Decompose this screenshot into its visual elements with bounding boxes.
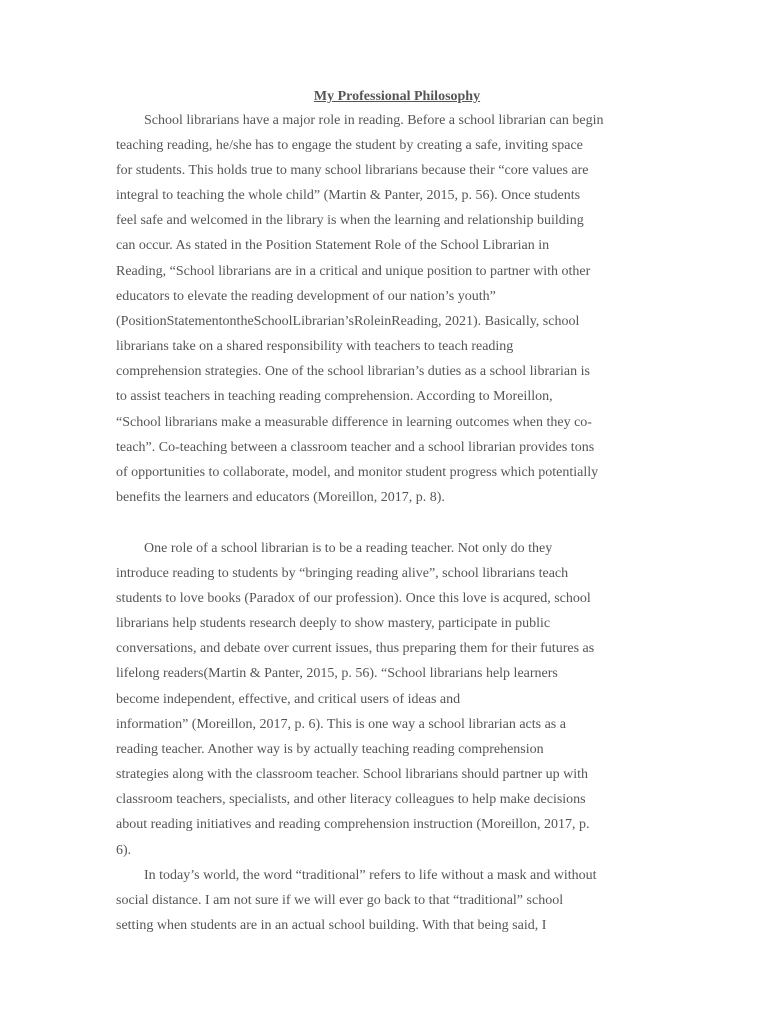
text-line: classroom teachers, specialists, and other literacy colleagues to help make decisions xyxy=(116,792,586,807)
text-line: integral to teaching the whole child” (Martin & Panter, 2015, p. 56). Once students xyxy=(116,188,581,203)
text-line: (PositionStatementontheSchoolLibrarian’sRoleinReading, 2021). Basically, school xyxy=(116,314,580,329)
text-line: 6). xyxy=(116,843,132,858)
page-title: My Professional Philosophy xyxy=(313,89,481,104)
text-line: librarians help students research deeply to show mastery, participate in public xyxy=(116,616,551,631)
text-line: social distance. I am not sure if we will ever go back to that “traditional” school xyxy=(116,893,564,908)
text-line: comprehension strategies. One of the school librarian’s duties as a school librarian is xyxy=(116,364,590,379)
text-line: One role of a school librarian is to be a reading teacher. Not only do they xyxy=(144,541,553,556)
text-line: to assist teachers in teaching reading comprehension. According to Moreillon, xyxy=(116,389,553,404)
text-line: In today’s world, the word “traditional” refers to life without a mask and without xyxy=(144,868,597,883)
text-line: teaching reading, he/she has to engage the student by creating a safe, inviting space xyxy=(116,138,583,153)
text-line: students to love books (Paradox of our profession). Once this love is acqured, school xyxy=(116,591,591,606)
text-line: School librarians have a major role in reading. Before a school librarian can begin xyxy=(144,113,604,128)
text-line: reading teacher. Another way is by actually teaching reading comprehension xyxy=(116,742,544,757)
text-line: can occur. As stated in the Position Statement Role of the School Librarian in xyxy=(116,238,550,253)
text-line: benefits the learners and educators (Moreillon, 2017, p. 8). xyxy=(116,490,445,505)
text-line: setting when students are in an actual school building. With that being said, I xyxy=(116,918,547,933)
text-line: strategies along with the classroom teacher. School librarians should partner up with xyxy=(116,767,588,782)
text-line: educators to elevate the reading development of our nation’s youth” xyxy=(116,289,496,304)
text-line: introduce reading to students by “bringing reading alive”, school librarians teach xyxy=(116,566,569,581)
text-line: Reading, “School librarians are in a critical and unique position to partner with other xyxy=(116,264,591,279)
text-line: “School librarians make a measurable difference in learning outcomes when they co- xyxy=(116,415,592,430)
text-line: teach”. Co-teaching between a classroom teacher and a school librarian provides tons xyxy=(116,440,595,455)
text-line: feel safe and welcomed in the library is when the learning and relationship building xyxy=(116,213,584,228)
text-line: information” (Moreillon, 2017, p. 6). This is one way a school librarian acts as a xyxy=(116,717,566,732)
text-line: conversations, and debate over current issues, thus preparing them for their futures as xyxy=(116,641,595,656)
text-line: lifelong readers(Martin & Panter, 2015, p. 56). “School librarians help learners xyxy=(116,666,558,681)
text-line: for students. This holds true to many school librarians because their “core values are xyxy=(116,163,589,178)
text-line: about reading initiatives and reading comprehension instruction (Moreillon, 2017, p. xyxy=(116,817,590,832)
text-line: librarians take on a shared responsibility with teachers to teach reading xyxy=(116,339,514,354)
text-line: of opportunities to collaborate, model, and monitor student progress which potentially xyxy=(116,465,599,480)
text-line: become independent, effective, and critical users of ideas and xyxy=(116,692,461,707)
